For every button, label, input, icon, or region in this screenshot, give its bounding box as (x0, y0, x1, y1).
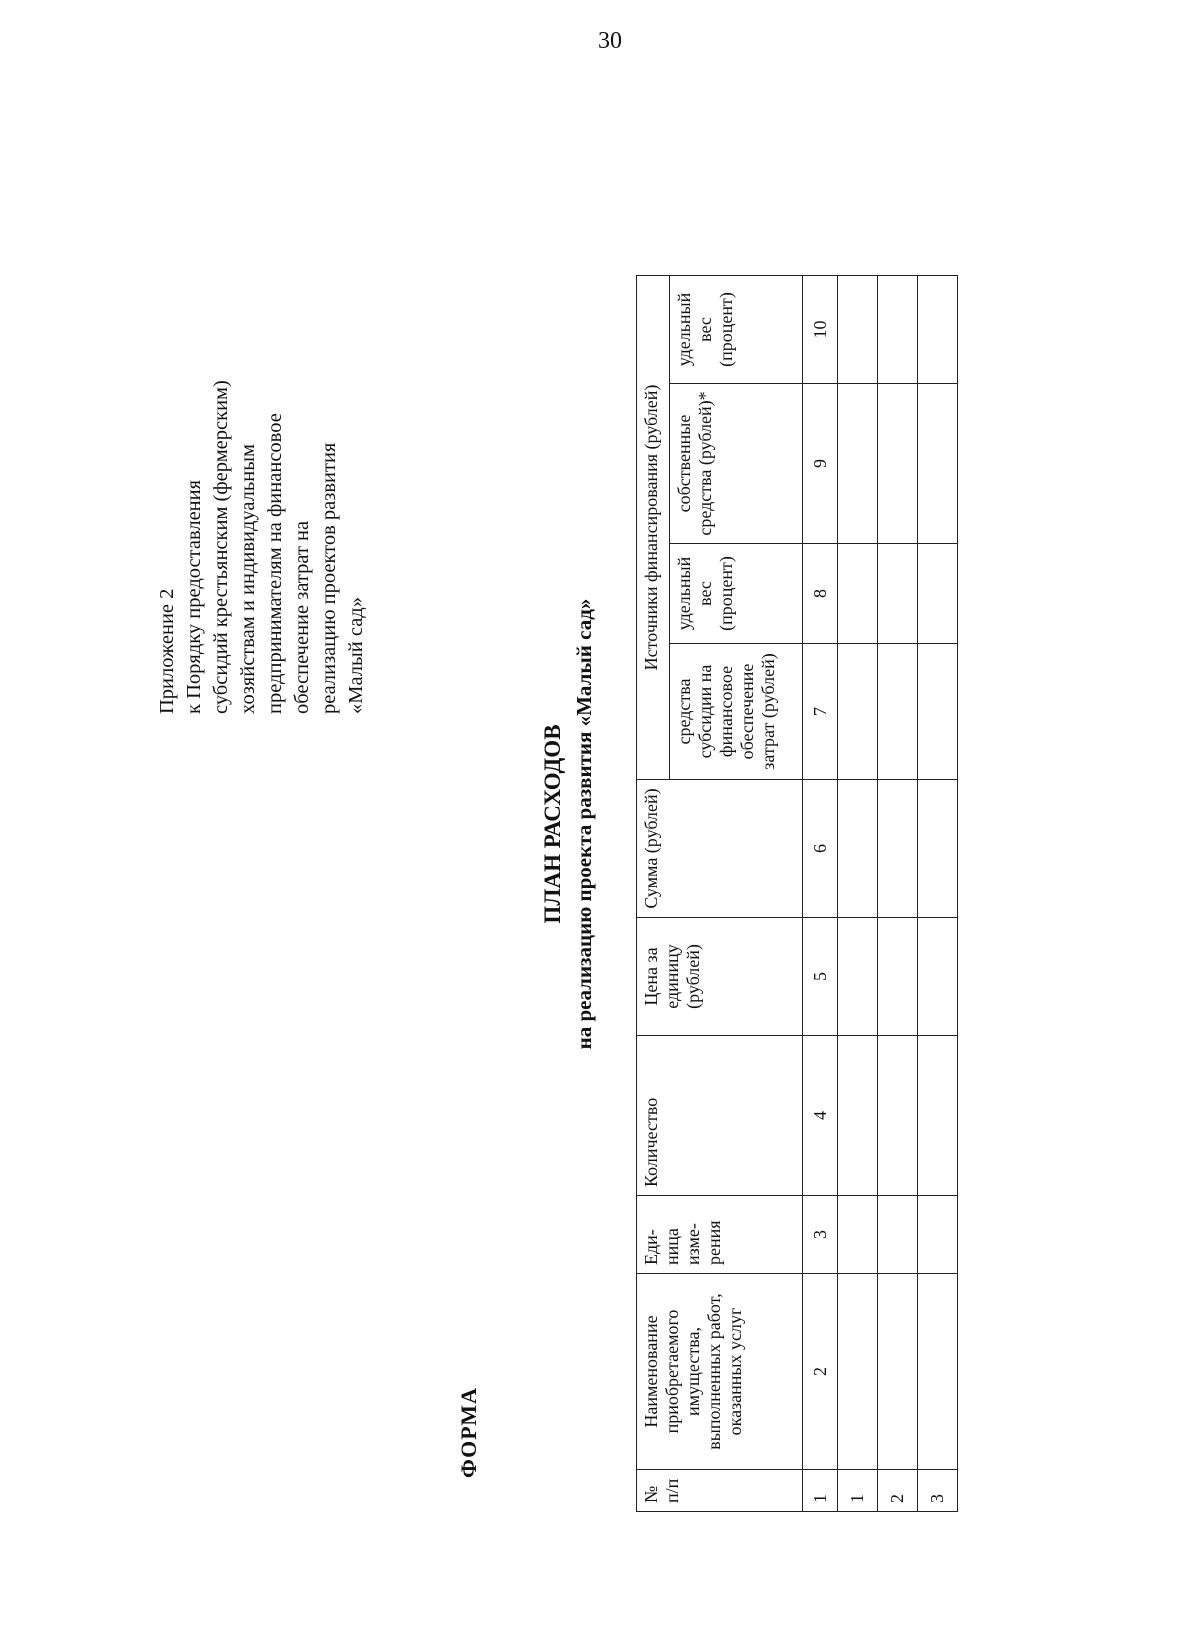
table-cell (918, 1036, 958, 1196)
table-row (918, 276, 958, 1512)
table-cell (878, 644, 918, 780)
appendix-line: Приложение 2 (156, 588, 178, 714)
expense-plan-table (636, 275, 958, 1512)
table-cell (918, 1274, 958, 1470)
table-cell (878, 544, 918, 644)
appendix-line: субсидий крестьянским (фермерским) (210, 380, 232, 714)
table-cell (918, 276, 958, 384)
header-subsidy: средства субсидии на финансовое обеспечение затрат (рублей) (670, 644, 803, 780)
document-subtitle: на реализацию проекта развития «Малый сад» (572, 598, 596, 1050)
table-cell (878, 780, 918, 918)
table-cell (878, 1196, 918, 1274)
column-number: 2 (803, 1274, 838, 1470)
table-cell (878, 1274, 918, 1470)
table-cell (838, 1274, 878, 1470)
table-cell (838, 1196, 878, 1274)
header-num: № п/п (637, 1470, 803, 1512)
appendix-line: обеспечение затрат на (291, 520, 313, 714)
table-cell (918, 384, 958, 544)
row-number: 1 (838, 1470, 878, 1512)
column-number: 10 (803, 276, 838, 384)
header-sum: Сумма (рублей) (637, 780, 803, 918)
table-cell (838, 1036, 878, 1196)
table-cell (838, 918, 878, 1036)
column-number: 1 (803, 1470, 838, 1512)
table-cell (838, 544, 878, 644)
appendix-line: реализацию проектов развития (318, 442, 340, 714)
row-number: 2 (878, 1470, 918, 1512)
table-cell (918, 1196, 958, 1274)
appendix-line: к Порядку предоставления (183, 479, 205, 714)
table-cell (838, 644, 878, 780)
column-number: 3 (803, 1196, 838, 1274)
document-title: ПЛАН РАСХОДОВ (540, 724, 565, 924)
appendix-line: «Малый сад» (345, 597, 367, 714)
table-cell (918, 544, 958, 644)
table-cell (838, 384, 878, 544)
column-number: 7 (803, 644, 838, 780)
table-cell (918, 918, 958, 1036)
column-number: 9 (803, 384, 838, 544)
table-cell (918, 644, 958, 780)
header-price: Цена за единицу (рублей) (637, 918, 803, 1036)
table-cell (838, 780, 878, 918)
table-cell (878, 918, 918, 1036)
table-cell (878, 384, 918, 544)
header-own-share: удельный вес (процент) (670, 276, 803, 384)
rotated-sheet (8, 74, 1108, 1574)
page-number: 30 (598, 28, 622, 54)
header-unit: Еди-ница изме-рения (637, 1196, 803, 1274)
table-cell (878, 276, 918, 384)
appendix-note (154, 194, 370, 714)
header-subsidy-share: удельный вес (процент) (670, 544, 803, 644)
table-cell (838, 276, 878, 384)
column-number: 4 (803, 1036, 838, 1196)
row-number: 3 (918, 1470, 958, 1512)
column-numbers-row (803, 276, 838, 1512)
column-number: 6 (803, 780, 838, 918)
header-quantity: Количество (637, 1036, 803, 1196)
header-name: Наименование приобретаемого имущества, выполненных работ, оказанных услуг (637, 1274, 803, 1470)
table-row (838, 276, 878, 1512)
header-own-funds: собственные средства (рублей)* (670, 384, 803, 544)
column-number: 5 (803, 918, 838, 1036)
table-row (878, 276, 918, 1512)
table-cell (878, 1036, 918, 1196)
table-cell (918, 780, 958, 918)
header-sources: Источники финансирования (рублей) (637, 276, 670, 780)
appendix-line: хозяйствам и индивидуальным (237, 444, 259, 714)
column-number: 8 (803, 544, 838, 644)
appendix-line: предпринимателям на финансовое (264, 413, 286, 714)
form-label: ФОРМА (456, 1387, 481, 1478)
